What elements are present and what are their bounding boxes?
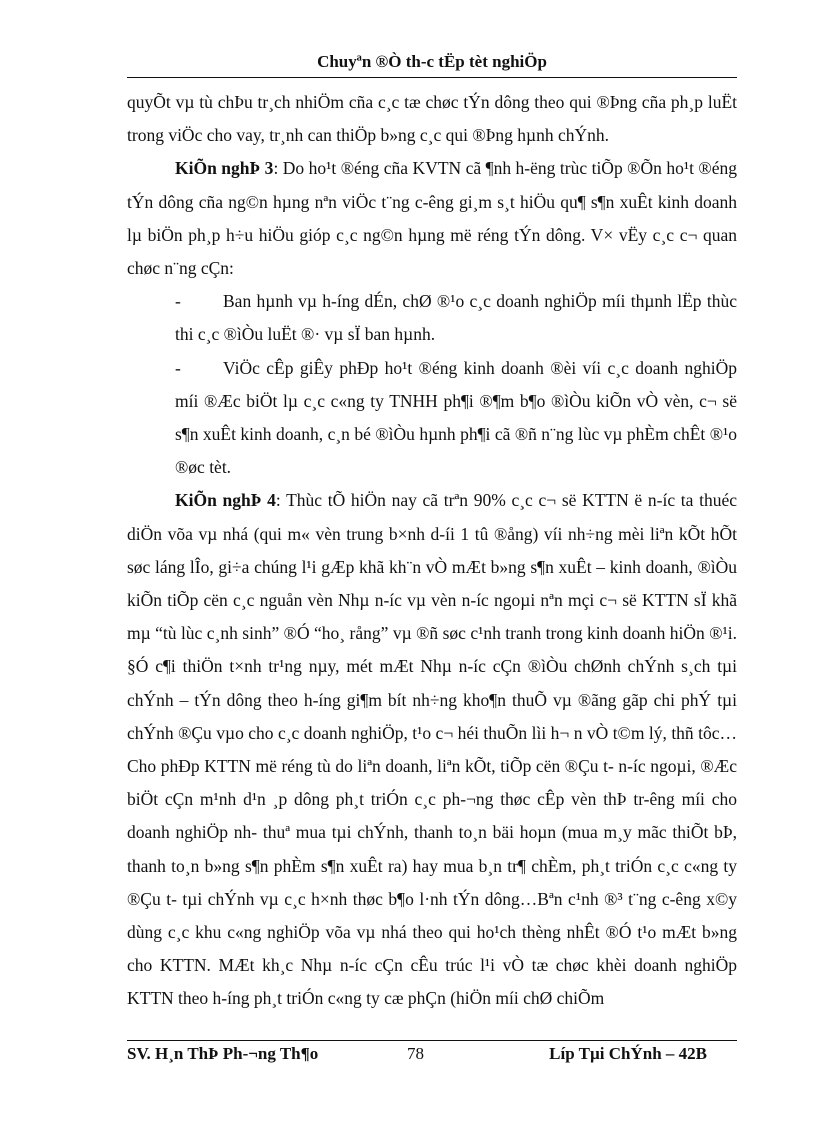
bullet-item	[175, 352, 737, 485]
document-body	[127, 86, 737, 1016]
bullet-item-text-2: ViÖc cÊp giÊy phÐp ho¹t ®éng kinh doanh ®èi víi c¸c doanh nghiÖp míi ®Æc biÖt lµ c¸c c«ng ty TNHH ph¶i ®¶m b¶o ®ìÒu kiÕn vÒ vèn, c¬ së s¶n xuÊt kinh doanh, c¸n bé ®ìÒu hµnh ph¶i cã ®ñ n¨ng lùc vµ phÈm chÊt ®¹o ®øc tèt.	[175, 357, 737, 478]
recommendation-4-label: KiÕn nghÞ 4	[175, 490, 276, 511]
footer-author: SV. H¸n ThÞ Ph-¬ng Th¶o	[127, 1044, 319, 1063]
recommendation-3-label: KiÕn nghÞ 3	[175, 158, 274, 179]
footer-class: Líp Tµi ChÝnh – 42B	[549, 1044, 707, 1063]
recommendation-3-text: : Do ho¹t ®éng cña KVTN cã ¶nh h-ëng trùc tiÕp ®Õn ho¹t ®éng tÝn dông cña ng©n hµng nªn viÖc t¨ng c-êng gi¸m s¸t hiÖu qu¶ s¶n xuÊt kinh doanh lµ biÖn ph¸p h÷u hiÖu gióp c¸c ng©n hµng më réng tÝn dông. V× vËy c¸c c¬ quan chøc n¨ng cÇn:	[127, 158, 737, 279]
paragraph-continuation: quyÕt vµ tù chÞu tr¸ch nhiÖm cña c¸c tæ chøc tÝn dông theo qui ®Þng cña ph¸p luËt trong viÖc cho vay, tr¸nh can thiÖp b»ng c¸c qui ®Þng hµnh chÝnh.	[127, 92, 737, 146]
header-divider	[127, 77, 737, 78]
paragraph-recommendation-3	[127, 152, 737, 285]
bullet-item	[175, 285, 737, 351]
page-number: 78	[407, 1044, 424, 1063]
footer-divider	[127, 1040, 737, 1041]
paragraph-recommendation-4	[127, 484, 737, 1015]
bullet-dash: -	[175, 357, 181, 378]
recommendation-4-text: : Thùc tÕ hiÖn nay cã trªn 90% c¸c c¬ së KTTN ë n-íc ta thuéc diÖn võa vµ nhá (qui m« vèn trung b×nh d-íi 1 tû ®ång) víi nh÷ng mèi liªn kÕt hÕt søc láng lÎo, gi÷a chúng l¹i gÆp khã kh¨n vÒ mÆt b»ng s¶n xuÊt – kinh doanh, ®ìÒu kiÕn tiÕp cën c¸c nguån vèn Nhµ n-íc vµ vèn n-íc ngoµi nªn mçi c¬ së KTTN sÏ khã mµ “tù lùc c¸nh sinh” ®Ó “ho¸ rång” vµ ®ñ søc c¹nh tranh trong kinh doanh hiÖn ®¹i. §Ó c¶i thiÖn t×nh tr¹ng nµy, mét mÆt Nhµ n-íc cÇn ®ìÒu chØnh chÝnh s¸ch tµi chÝnh – tÝn dông theo h-íng gi¶m bít nh÷ng kho¶n thuÕ vµ ®ãng gãp chi phÝ tµi chÝnh ®Çu vµo cho c¸c doanh nghiÖp, t¹o c¬ héi thuÕn lìi h¬ n vÒ t©m lý, thñ tôc…Cho phÐp KTTN më réng tù do liªn doanh, liªn kÕt, tiÕp cën ®Çu t- n-íc ngoµi, ®Æc biÖt cÇn m¹nh d¹n ¸p dông ph¸t triÓn c¸c ph-¬ng thøc cÊp vèn thÞ tr-êng míi cho doanh nghiÖp nh- thuª mua tµi chÝnh, thanh to¸n bäi hoµn (mua m¸y mãc thiÕt bÞ, thanh to¸n b»ng s¶n phÈm s¶n xuÊt ra) hay mua b¸n tr¶ chÈm, ph¸t triÓn c¸c c«ng ty ®Çu t- tµi chÝnh vµ c¸c h×nh thøc b¶o l·nh tÝn dông…Bªn c¹nh ®³ t¨ng c-êng x©y dùng c¸c khu c«ng nghiÖp võa vµ nhá theo qui ho¹ch thèng nhÊt ®Ó t¹o mÆt b»ng cho KTTN. MÆt kh¸c Nhµ n-íc cÇn cÊu trúc l¹i vÒ tæ chøc khèi doanh nghiÖp KTTN theo h-íng ph¸t triÓn c«ng ty cæ phÇn (hiÖn míi chØ chiÕm	[127, 490, 737, 1009]
bullet-dash: -	[175, 291, 181, 312]
page-header-title: Chuyªn ®Ò th-c tËp tèt nghiÖp	[317, 52, 547, 71]
bullet-item-text-1: Ban hµnh vµ h-íng dÉn, chØ ®¹o c¸c doanh nghiÖp míi thµnh lËp thùc thi c¸c ®ìÒu luËt ®· vµ sÏ ban hµnh.	[175, 291, 737, 345]
